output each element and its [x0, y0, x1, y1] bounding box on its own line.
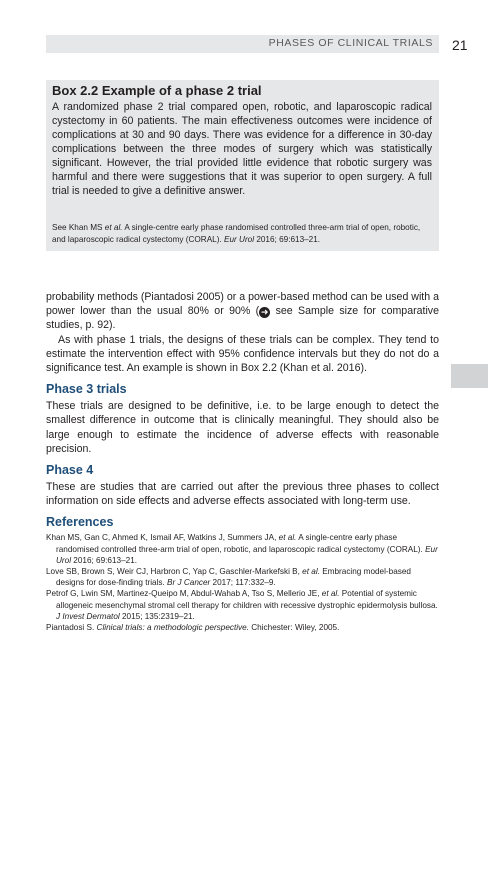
- ref-etal: et al.: [302, 567, 320, 577]
- reference-item: [46, 622, 439, 633]
- ref-etal: et al.: [321, 589, 340, 599]
- box-2-2: [46, 80, 439, 251]
- box-body: A randomized phase 2 trial compared open, robotic, and laparoscopic radical cystectomy in 60 patients. The main effectiveness outcomes were incidence of complications at 30 and 90 days. There was evidence for a difference in 30-day complications between the three modes of surgery which was statistically significant. However, the trial provided little evidence that robotic surgery was harmful and there were suggestions that it was superior to open surgery. A full trial is needed to give a definitive answer.: [52, 101, 432, 197]
- reference-list: [46, 532, 439, 633]
- ref-journal: J Invest Dermatol: [56, 611, 120, 621]
- chapter-side-tab: [451, 364, 488, 388]
- ref-etal: et al.: [278, 533, 297, 543]
- ref-title: Potential of systemic allogeneic mesenchymal stromal cell therapy for children with recessive dystrophic epidermolysis bullosa.: [56, 589, 438, 610]
- ref-citation: 2015; 135:2319–21.: [119, 611, 195, 621]
- ref-authors: Khan MS, Gan C, Ahmed K, Ismail AF, Watkins J, Summers JA,: [46, 533, 279, 543]
- page-number: 21: [452, 37, 468, 53]
- box-ref-mid: A single-centre early phase randomised controlled three-arm trial of open, robotic, and laparoscopic radical cystectomy (CORAL).: [52, 223, 421, 244]
- ref-title: Embracing model-based designs for dose-finding trials.: [56, 567, 411, 588]
- ref-authors: Love SB, Brown S, Weir CJ, Harbron C, Yap C, Gaschler-Markefski B,: [46, 567, 303, 577]
- running-header: [46, 35, 439, 53]
- reference-item: [46, 566, 439, 588]
- box-ref-journal: Eur Urol: [224, 235, 255, 244]
- reference-item: [46, 588, 439, 622]
- paragraph-phase3: These trials are designed to be definitive, i.e. to be large enough to detect the smallest difference in outcome that is clinically meaningful. They should also be large enough to estimate the incidence of adverse effects with reasonable precision.: [46, 400, 439, 455]
- arrow-right-circle-icon: ➜: [260, 307, 269, 318]
- reference-item: [46, 532, 439, 566]
- ref-journal: Clinical trials: a methodologic perspective.: [96, 623, 249, 633]
- paragraph-phase4: These are studies that are carried out after the previous three phases to collect information on side effects and adverse effects associated with long-term use.: [46, 481, 439, 508]
- ref-journal: Br J Cancer: [167, 578, 211, 588]
- box-ref-prefix: See Khan MS: [52, 223, 105, 232]
- ref-authors: Piantadosi S.: [46, 623, 97, 633]
- heading-phase3: Phase 3 trials: [46, 382, 127, 397]
- para1-before: probability methods (Piantadosi 2005) or a power-based method can be used with a power lower than the usual 80% or 90% (: [46, 291, 439, 318]
- heading-phase4: Phase 4: [46, 463, 94, 478]
- ref-title: A single-centre early phase randomised controlled three-arm trial of open, robotic, and laparoscopic radical cystectomy (CORAL).: [56, 533, 426, 554]
- main-text: [46, 290, 439, 633]
- ref-citation: 2017; 117:332–9.: [210, 578, 276, 588]
- ref-citation: Chichester: Wiley, 2005.: [248, 623, 340, 633]
- ref-authors: Petrof G, Lwin SM, Martinez-Queipo M, Abdul-Wahab A, Tso S, Mellerio JE,: [46, 589, 322, 599]
- heading-references: References: [46, 515, 114, 530]
- para1-after: see Sample size for comparative studies, p. 92).: [46, 305, 439, 332]
- box-reference: [52, 222, 432, 246]
- box-ref-suffix: 2016; 69:613–21.: [254, 235, 321, 244]
- ref-journal: Eur Urol: [56, 544, 438, 565]
- running-title: PHASES OF CLINICAL TRIALS: [268, 37, 433, 49]
- paragraph-phase2-designs: As with phase 1 trials, the designs of these trials can be complex. They tend to estimate the intervention effect with 95% confidence intervals but they do not do a significance test. An example is shown in Box 2.2 (Khan et al. 2016).: [46, 333, 439, 375]
- paragraph-continued: [46, 290, 439, 333]
- ref-citation: 2016; 69:613–21.: [71, 555, 138, 565]
- box-title: Box 2.2 Example of a phase 2 trial: [52, 83, 262, 98]
- box-ref-etal: et al.: [104, 223, 123, 232]
